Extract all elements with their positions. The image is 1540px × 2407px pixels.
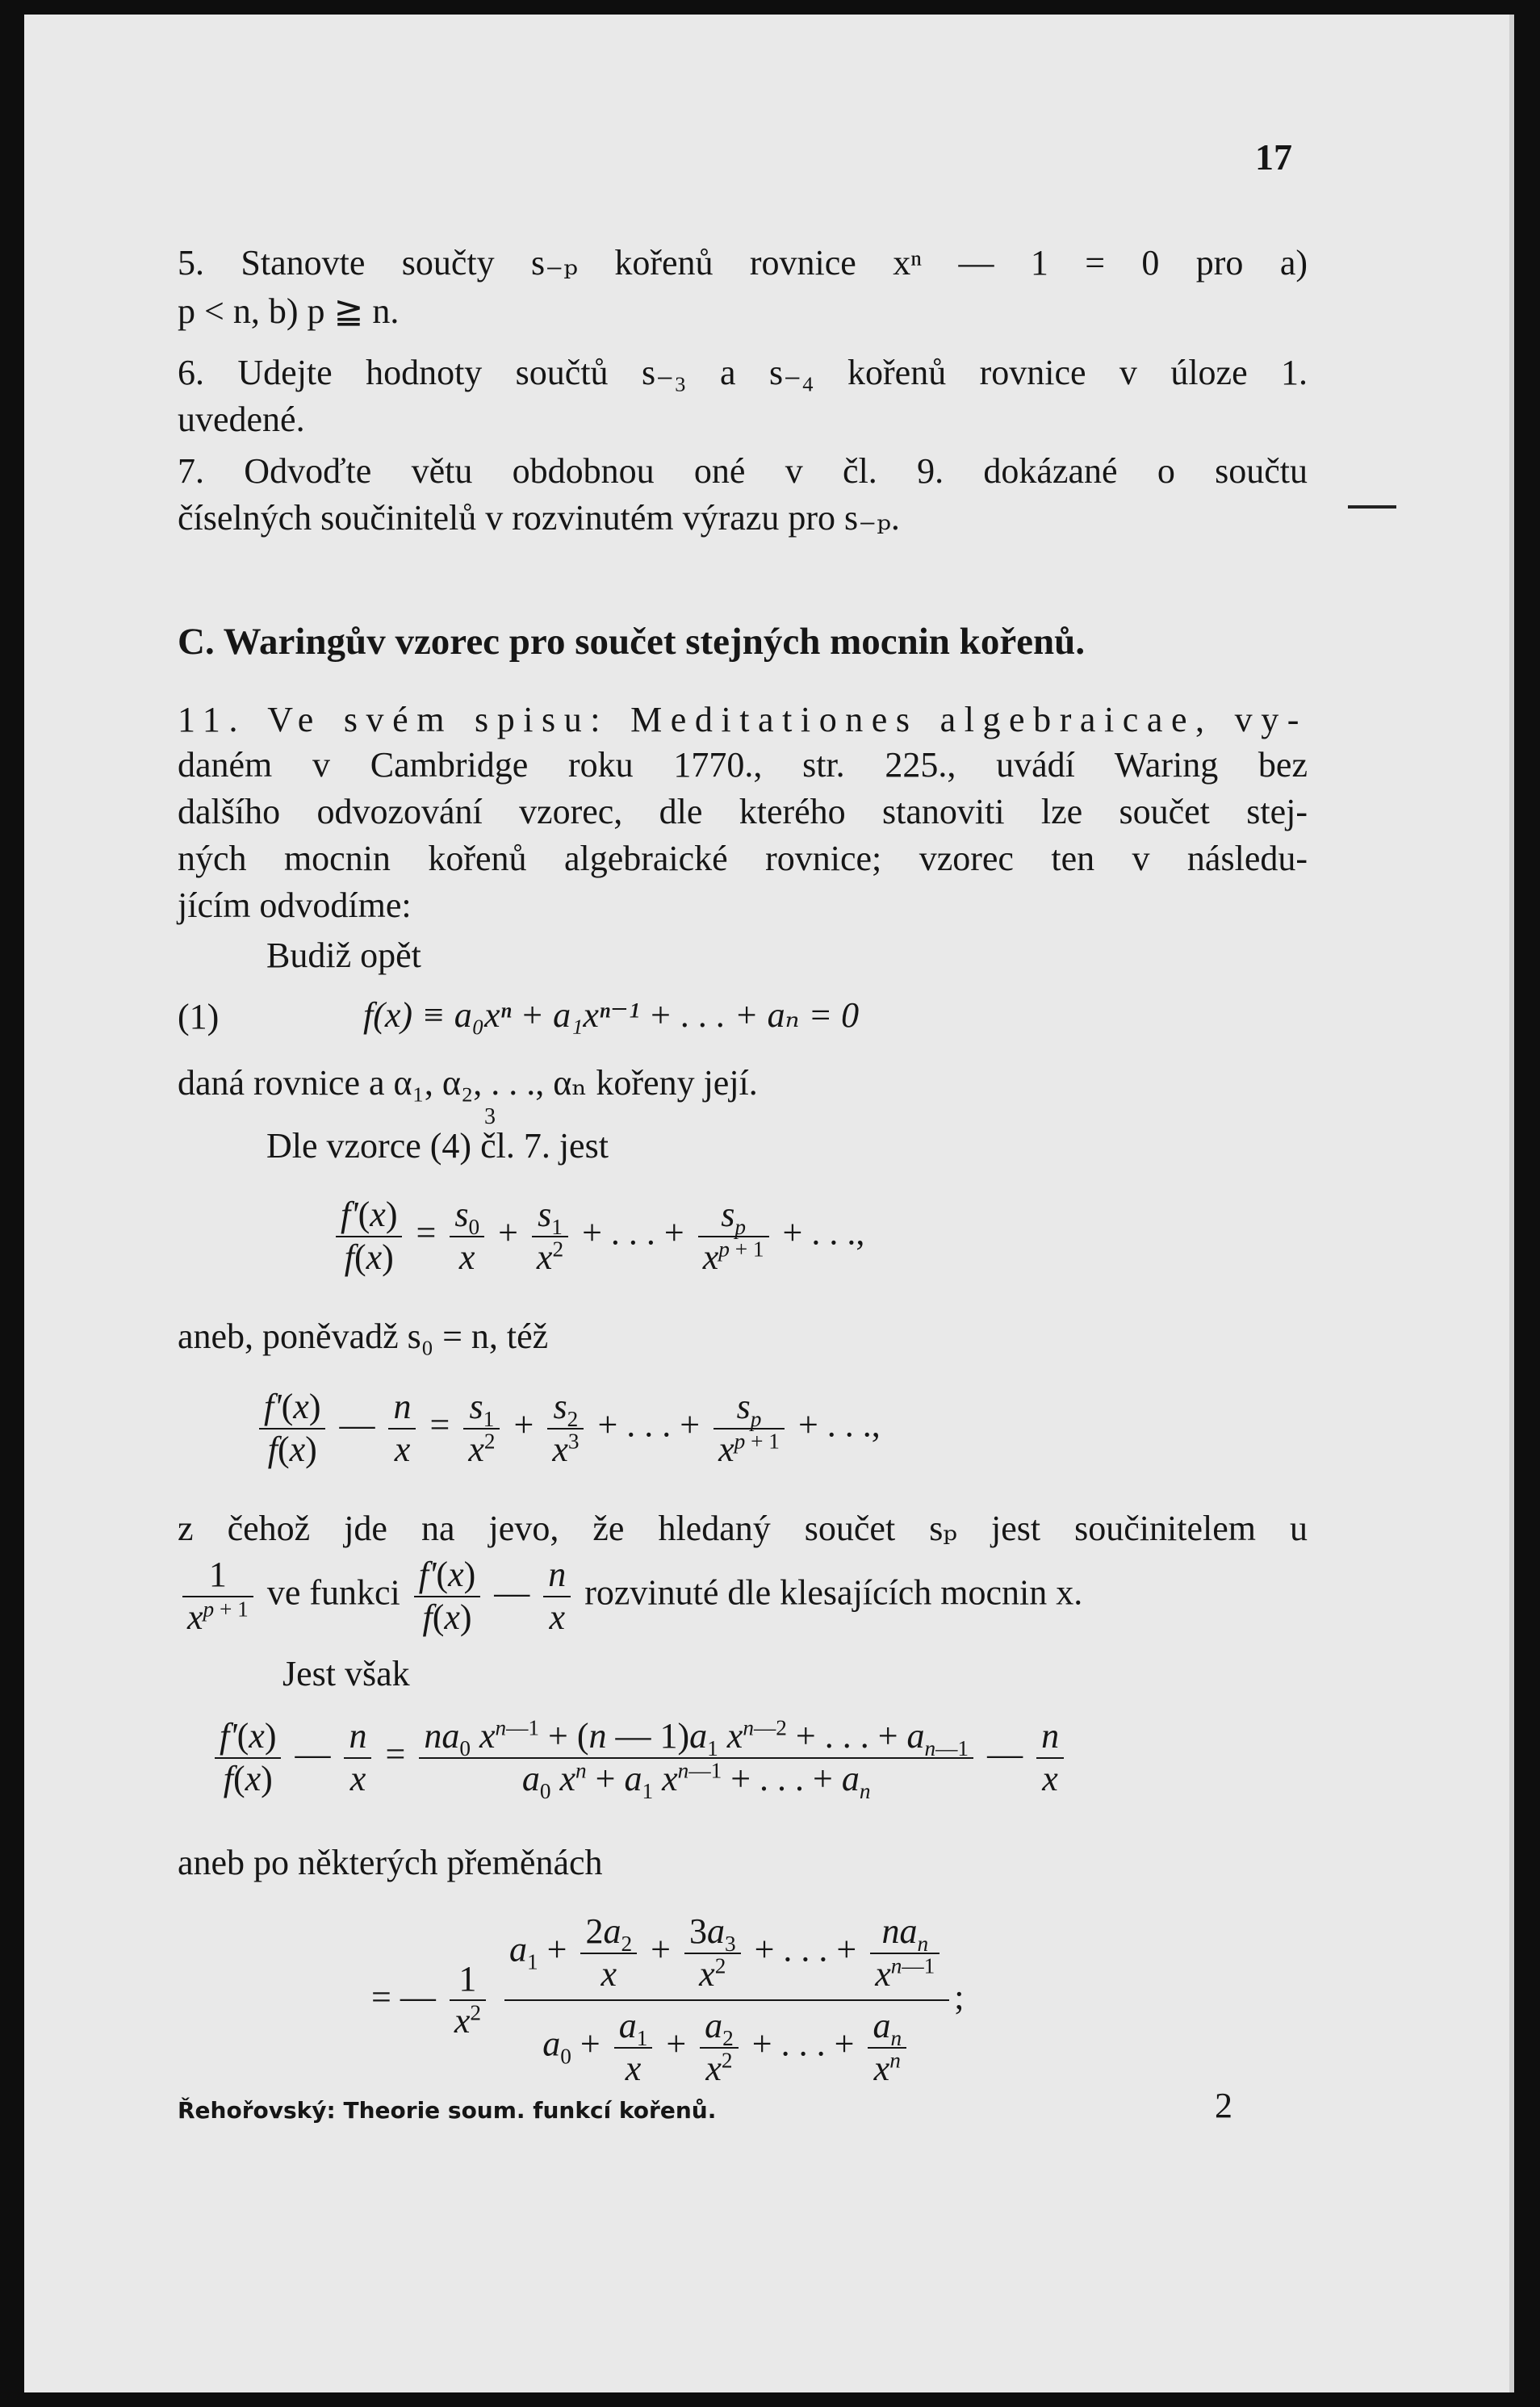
given-equation-line: daná rovnice a α₁, α₂, . . ., αₙ kořeny její.	[178, 1063, 758, 1103]
margin-dash	[1348, 505, 1396, 509]
aneb-po-line: aneb po některých přeměnách	[178, 1843, 603, 1882]
para11-line-3: dalšího odvozování vzorec, dle kterého stanoviti lze součet stej-	[178, 792, 1308, 831]
exercise-5-line-1: 5. Stanovte součty s₋ₚ kořenů rovnice xⁿ — 1 = 0 pro a)	[178, 243, 1308, 283]
exercise-6-line-2: uvedené.	[178, 400, 305, 439]
formula-difference: $\frac{f'(x)}{f(x)}$ — $\frac{n}{x}$ = $\frac{s_1}{x^2}$ + $\frac{s_2}{x^3}$ + . . . + $\frac{s_p}{x^{p + 1}}$ + . . .,	[254, 1387, 881, 1470]
formula-expanded: $\frac{f'(x)}{f(x)}$ — $\frac{n}{x}$ = $\frac{na_0 x^{n—1} + (n — 1)a_1 x^{n—2} + . . . + a_{n—1}}{a_0 x^n + a_1 x^{n—1} + . . . + a_n}$ — $\frac{n}{x}$	[210, 1716, 1069, 1799]
aneb-line: aneb, poněvadž s₀ = n, též	[178, 1317, 549, 1356]
formula-coefficient: $\frac{1}{x^{p + 1}}$ ve funkci $\frac{f'(x)}{f(x)}$ — $\frac{n}{x}$ rozvinuté dle klesajících mocnin x.	[178, 1555, 1082, 1638]
para11-line-4: ných mocnin kořenů algebraické rovnice; vzorec ten v následu-	[178, 839, 1308, 878]
dle-vzorce-line: Dle vzorce (4) čl. 7. jest	[266, 1126, 609, 1166]
rozvinute-text: rozvinuté dle klesajících mocnin x.	[584, 1572, 1083, 1613]
page-footer: Řehořovský: Theorie soum. funkcí kořenů.	[178, 2097, 717, 2124]
formula-logderivative: $\frac{f'(x)}{f(x)}$ = $\frac{s_0}{x}$ + $\frac{s_1}{x^2}$ + . . . + $\frac{s_p}{x^{p + 1}}$ + . . .,	[331, 1195, 864, 1278]
dle-annotation: 3	[484, 1104, 496, 1129]
signature-mark: 2	[1215, 2086, 1232, 2125]
exercise-6-line-1: 6. Udejte hodnoty součtů s₋₃ a s₋₄ kořenů rovnice v úloze 1.	[178, 353, 1308, 392]
jest-vsak: Jest však	[282, 1654, 410, 1693]
formula-result: = — $\frac{1}{x^2}$ $a_1$ + $\frac{2a_2}{x}$ + $\frac{3a_3}{x^2}$ + . . . + $\frac{na_n}{x^{n—1}}$ $a_0$ + $\frac{a_1}{x}$ + $\frac{a_2}{x^2}$ + . . . + $\frac{a_n}{x^n}$ ;	[371, 1911, 965, 2088]
zcehoz-line: z čehož jde na jevo, že hledaný součet sₚ jest součinitelem u	[178, 1509, 1308, 1548]
exercise-5-line-2: p < n, b) p ≧ n.	[178, 291, 400, 331]
equation-1-label: (1)	[178, 997, 220, 1036]
section-heading: C. Waringův vzorec pro součet stejných mocnin kořenů.	[178, 621, 1086, 663]
para11-line-2: daném v Cambridge roku 1770., str. 225., uvádí Waring bez	[178, 745, 1308, 785]
para11-line-5: jícím odvodíme:	[178, 885, 412, 925]
ve-funkci-text: ve funkci	[266, 1572, 400, 1613]
page-number: 17	[1255, 136, 1292, 178]
equation-1: f(x) ≡ a₀xⁿ + a₁xⁿ⁻¹ + . . . + aₙ = 0	[363, 995, 860, 1035]
book-page	[24, 15, 1514, 2392]
para11-line-1: 11. Ve svém spisu: Meditationes algebraicae, vy-	[178, 700, 1308, 739]
exercise-7-line-1: 7. Odvoďte větu obdobnou oné v čl. 9. dokázané o součtu	[178, 451, 1308, 491]
budiz-opet: Budiž opět	[266, 936, 421, 975]
exercise-7-line-2: číselných součinitelů v rozvinutém výrazu pro s₋ₚ.	[178, 498, 900, 538]
